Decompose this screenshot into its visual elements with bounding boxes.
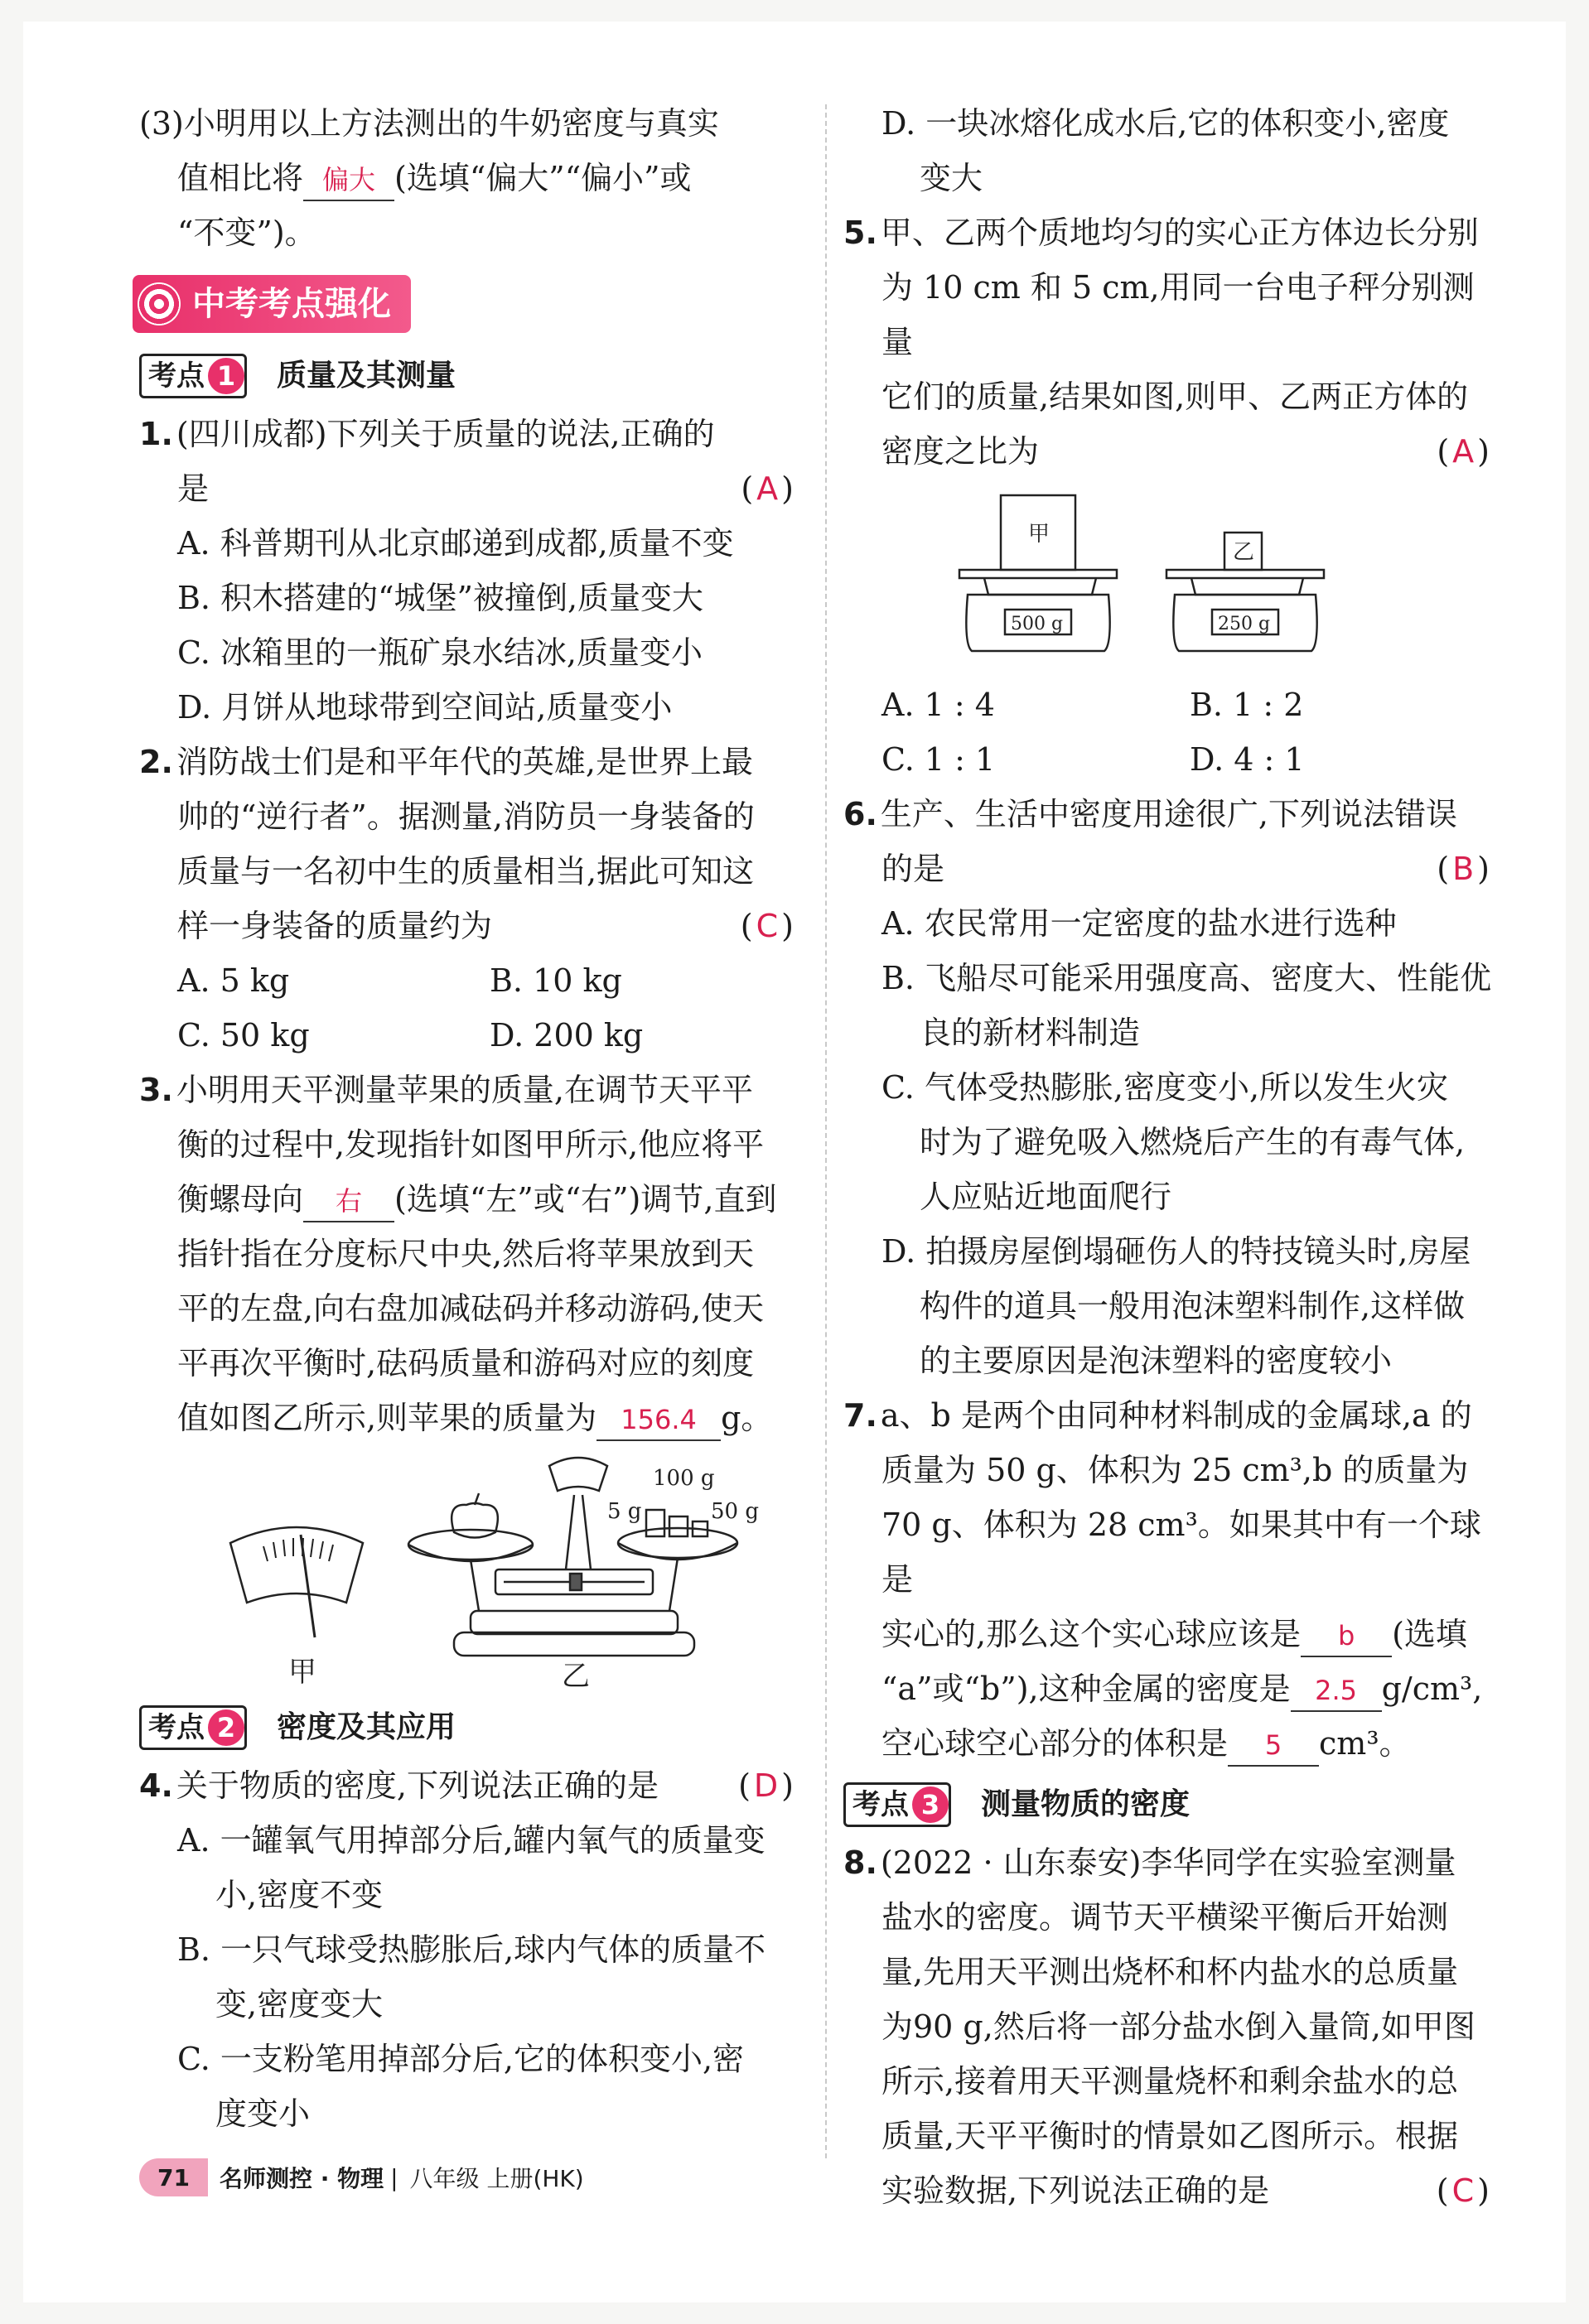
answer-blank: b <box>1301 1616 1392 1657</box>
figure-label-jia: 甲 <box>288 1656 316 1689</box>
question-text: g。 <box>721 1400 773 1436</box>
pointer-scale-icon <box>230 1527 363 1637</box>
weight-50g-label: 50 g <box>711 1499 759 1524</box>
kaodian-number: 2 <box>208 1709 244 1746</box>
column-divider <box>825 104 827 2158</box>
option-b: B. 飞船尽可能采用强度高、密度大、性能优 <box>881 960 1492 996</box>
q3-tail <box>139 96 802 260</box>
target-icon <box>138 282 181 325</box>
answer-paren: (C) <box>740 908 797 944</box>
answer-blank: 2.5 <box>1291 1671 1382 1712</box>
option-d-cont: 的主要原因是泡沫塑料的密度较小 <box>920 1343 1393 1379</box>
question-8 <box>843 1835 1498 2218</box>
book-title: 名师测控 · 物理 <box>219 2165 384 2192</box>
option-c-cont: 人应贴近地面爬行 <box>920 1179 1172 1215</box>
scale-figure-svg <box>843 479 1498 677</box>
question-text: 密度之比为 <box>881 433 1040 470</box>
question-text: 帅的“逆行者”。据测量,消防员一身装备的 <box>177 798 755 835</box>
weight-5g-label: 5 g <box>607 1499 642 1524</box>
question-text: 70 g、体积为 28 cm³。如果其中有一个球是 <box>881 1507 1481 1598</box>
question-text: 所示,接着用天平测量烧杯和剩余盐水的总 <box>881 2063 1459 2100</box>
option-b-cont: 良的新材料制造 <box>920 1015 1141 1051</box>
question-text: 是 <box>177 470 210 507</box>
question-text: 量,先用天平测出烧杯和杯内盐水的总质量 <box>881 1954 1459 1990</box>
question-text: 值如图乙所示,则苹果的质量为 <box>177 1400 597 1436</box>
option-a-cont: 小,密度不变 <box>215 1877 384 1913</box>
question-text: 衡螺母向 <box>177 1181 304 1217</box>
option-c-cont: 时为了避免吸入燃烧后产生的有毒气体, <box>920 1124 1466 1160</box>
answer-choice: D <box>753 1767 782 1804</box>
question-number: 4. <box>139 1767 173 1804</box>
kaodian-tag <box>139 354 247 398</box>
answer-paren: (D) <box>738 1767 797 1804</box>
question-number: 3. <box>139 1072 173 1108</box>
kaodian-3-header <box>843 1777 1498 1832</box>
section-banner-title: 中考考点强化 <box>192 285 391 323</box>
right-column <box>843 96 1498 2218</box>
question-text: 实验数据,下列说法正确的是 <box>881 2172 1270 2209</box>
question-number: 7. <box>843 1397 877 1434</box>
option-b: B. 10 kg <box>490 962 622 999</box>
answer-paren: (A) <box>741 470 797 507</box>
answer-choice: B <box>1452 851 1478 887</box>
question-text: 质量与一名初中生的质量相当,据此可知这 <box>177 853 755 890</box>
option-c: C. 冰箱里的一瓶矿泉水结冰,质量变小 <box>177 634 703 671</box>
kaodian-title: 密度及其应用 <box>277 1710 456 1744</box>
question-text: (选填 <box>1392 1616 1467 1652</box>
question-1 <box>139 407 802 735</box>
option-a: A. 5 kg <box>177 962 290 999</box>
question-text: (2022 · 山东泰安)李华同学在实验室测量 <box>880 1844 1456 1881</box>
answer-blank: 5 <box>1228 1725 1319 1767</box>
question-number: 2. <box>139 744 173 780</box>
left-column <box>139 96 802 2141</box>
option-d-cont: 构件的道具一般用泡沫塑料制作,这样做 <box>920 1288 1466 1324</box>
option-a: A. 科普期刊从北京邮递到成都,质量不变 <box>177 525 734 562</box>
question-text: 关于物质的密度,下列说法正确的是 <box>176 1767 659 1804</box>
question-text: (选填“左”或“右”)调节,直到 <box>394 1181 777 1217</box>
section-banner <box>133 275 411 333</box>
answer-blank: 156.4 <box>596 1400 721 1441</box>
answer-choice: C <box>1451 2172 1478 2209</box>
answer-choice: C <box>756 908 782 944</box>
question-text: 空心球空心部分的体积是 <box>881 1725 1229 1762</box>
page <box>23 22 1566 2302</box>
option-d-cont: 变大 <box>920 160 983 196</box>
question-5 <box>843 205 1498 787</box>
question-number: 6. <box>843 796 877 832</box>
kaodian-tag <box>139 1705 247 1750</box>
kaodian-tag <box>843 1782 951 1827</box>
question-text: 为 10 cm 和 5 cm,用同一台电子秤分别测量 <box>881 269 1475 360</box>
kaodian-tag-label: 考点 <box>148 359 205 393</box>
option-d: D. 一块冰熔化成水后,它的体积变小,密度 <box>881 105 1450 142</box>
kaodian-title: 测量物质的密度 <box>981 1787 1191 1821</box>
question-text: 质量为 50 g、体积为 25 cm³,b 的质量为 <box>881 1452 1469 1488</box>
weight-100g-label: 100 g <box>653 1466 715 1491</box>
question-text: 甲、乙两个质地均匀的实心正方体边长分别 <box>880 215 1479 251</box>
option-b: B. 积木搭建的“城堡”被撞倒,质量变大 <box>177 580 704 616</box>
q3-tail-line2-pre: 值相比将 <box>177 160 304 196</box>
kaodian-tag-label: 考点 <box>852 1788 909 1821</box>
answer-choice: A <box>1452 433 1478 470</box>
page-number: 71 <box>139 2158 208 2196</box>
question-text: 指针指在分度标尺中央,然后将苹果放到天 <box>177 1236 755 1272</box>
option-b-cont: 变,密度变大 <box>215 1986 384 2023</box>
option-c: C. 1 : 1 <box>881 741 996 778</box>
kaodian-2-header <box>139 1700 802 1755</box>
scale-reading-jia: 500 g <box>1011 614 1064 634</box>
answer-paren: (C) <box>1436 2172 1493 2209</box>
cube-label-jia: 甲 <box>1028 522 1050 547</box>
option-a: A. 1 : 4 <box>881 687 995 723</box>
question-text: a、b 是两个由同种材料制成的金属球,a 的 <box>880 1397 1472 1434</box>
option-c: C. 一支粉笔用掉部分后,它的体积变小,密 <box>177 2041 745 2077</box>
option-b: B. 1 : 2 <box>1190 687 1304 723</box>
scale-figure <box>843 479 1498 677</box>
q3-tail-line3: “不变”)。 <box>177 215 316 251</box>
question-number: 1. <box>139 416 173 452</box>
question-text: 盐水的密度。调节天平横梁平衡后开始测 <box>881 1899 1449 1936</box>
question-text: 生产、生活中密度用途很广,下列说法错误 <box>880 796 1457 832</box>
q3-tail-line2-post: (选填“偏大”“偏小”或 <box>394 160 692 196</box>
option-d: D. 拍摄房屋倒塌砸伤人的特技镜头时,房屋 <box>881 1233 1471 1270</box>
question-text: 消防战士们是和平年代的英雄,是世界上最 <box>176 744 753 780</box>
question-6 <box>843 787 1498 1388</box>
question-text: 的是 <box>881 851 945 887</box>
question-text: 实心的,那么这个实心球应该是 <box>881 1616 1302 1652</box>
option-b: B. 一只气球受热膨胀后,球内气体的质量不 <box>177 1931 766 1968</box>
option-c: C. 气体受热膨胀,密度变小,所以发生火灾 <box>881 1069 1449 1106</box>
kaodian-title: 质量及其测量 <box>277 359 456 393</box>
option-d: D. 月饼从地球带到空间站,质量变小 <box>177 689 673 726</box>
question-text: “a”或“b”),这种金属的密度是 <box>881 1671 1291 1707</box>
question-text: 平的左盘,向右盘加减砝码并移动游码,使天 <box>177 1290 765 1327</box>
question-text: cm³。 <box>1319 1725 1411 1762</box>
question-text: 样一身装备的质量约为 <box>177 908 493 944</box>
option-a: A. 农民常用一定密度的盐水进行选种 <box>881 905 1397 942</box>
scale-reading-yi: 250 g <box>1218 614 1271 634</box>
kaodian-number: 1 <box>208 358 244 394</box>
kaodian-number: 3 <box>912 1786 949 1823</box>
question-4-tail <box>843 96 1498 205</box>
question-text: 为90 g,然后将一部分盐水倒入量筒,如甲图 <box>881 2008 1476 2045</box>
option-a: A. 一罐氧气用掉部分后,罐内氧气的质量变 <box>177 1822 766 1859</box>
figure-label-yi: 乙 <box>562 1660 590 1693</box>
q3-tail-line1: (3)小明用以上方法测出的牛奶密度与真实 <box>139 105 719 142</box>
question-text: (四川成都)下列关于质量的说法,正确的 <box>176 416 715 452</box>
answer-choice: A <box>756 470 782 507</box>
answer-blank: 偏大 <box>303 160 394 201</box>
kaodian-tag-label: 考点 <box>148 1711 205 1744</box>
question-3 <box>139 1063 802 1694</box>
kaodian-1-header <box>139 349 802 403</box>
question-text: g/cm³, <box>1381 1671 1483 1707</box>
balance-figure-svg <box>139 1445 802 1694</box>
option-c-cont: 度变小 <box>215 2095 311 2132</box>
question-4 <box>139 1758 802 2141</box>
question-text: 它们的质量,结果如图,则甲、乙两正方体的 <box>881 378 1469 415</box>
question-number: 8. <box>843 1844 877 1881</box>
answer-paren: (B) <box>1437 851 1493 887</box>
page-footer: 71 名师测控 · 物理 | 八年级 上册(HK) <box>139 2157 584 2198</box>
question-text: 小明用天平测量苹果的质量,在调节天平平 <box>176 1072 753 1108</box>
cube-label-yi: 乙 <box>1233 540 1255 565</box>
question-text: 衡的过程中,发现指针如图甲所示,他应将平 <box>177 1126 765 1163</box>
question-text: 平再次平衡时,砝码质量和游码对应的刻度 <box>177 1345 755 1381</box>
grade-volume: 八年级 上册(HK) <box>409 2165 584 2192</box>
answer-paren: (A) <box>1437 433 1493 470</box>
option-d: D. 200 kg <box>490 1017 644 1054</box>
question-text: 质量,天平平衡时的情景如乙图所示。根据 <box>881 2118 1459 2154</box>
balance-figure <box>139 1445 802 1694</box>
question-7 <box>843 1388 1498 1771</box>
option-c: C. 50 kg <box>177 1017 310 1054</box>
option-d: D. 4 : 1 <box>1190 741 1305 778</box>
question-number: 5. <box>843 215 877 251</box>
question-2 <box>139 735 802 1063</box>
answer-blank: 右 <box>303 1181 394 1222</box>
